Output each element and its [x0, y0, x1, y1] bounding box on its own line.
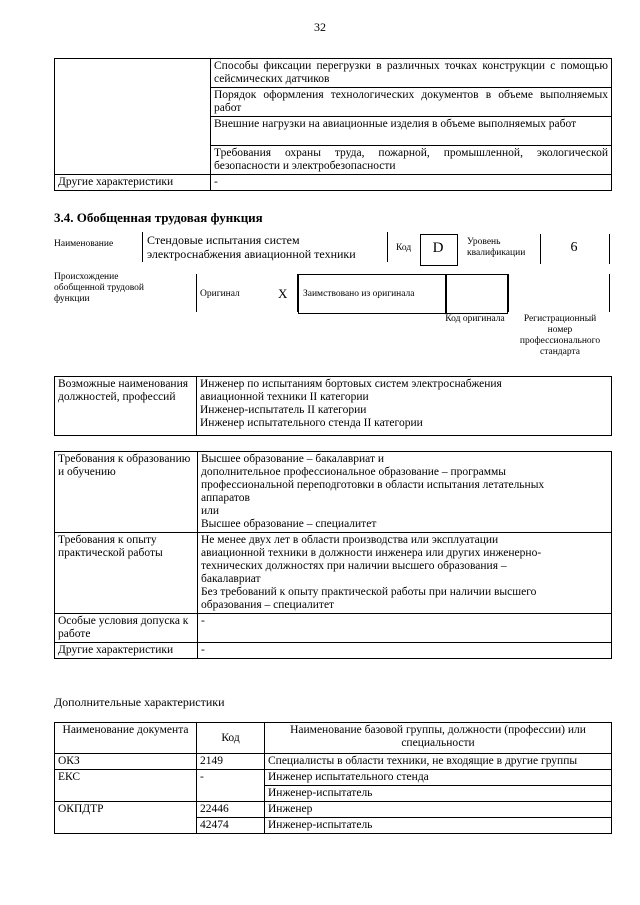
experience-line: образования – специалитет [201, 599, 335, 611]
header-document: Наименование документа [55, 723, 197, 754]
top-characteristics-table [54, 58, 612, 191]
name-okz: Специалисты в области техники, не входящие в другие группы [265, 754, 612, 770]
table-row [55, 614, 612, 643]
level-value: 6 [570, 240, 578, 255]
education-line: профессиональной переподготовки в области испытания летательных [201, 479, 545, 491]
table-row [55, 802, 612, 818]
special-conditions-value: - [198, 614, 612, 643]
experience-line: Без требований к опыту практической работы при наличии высшего [201, 586, 537, 598]
education-line: или [201, 505, 220, 517]
function-name: Стендовые испытания систем электроснабжения авиационной техники [147, 233, 356, 261]
position-line: Инженер-испытатель II категории [200, 404, 367, 416]
name-okpdtr-2: Инженер-испытатель [265, 818, 612, 834]
borrowed-label: Заимствовано из оригинала [303, 289, 415, 299]
table-row [55, 59, 612, 88]
table-row [55, 723, 612, 754]
positions-table [54, 376, 612, 436]
table-row [55, 533, 612, 614]
name-label: Наименование [54, 239, 114, 249]
education-line: дополнительное профессиональное образование – программы [201, 466, 506, 478]
education-label: Требования к образованию и обучению [55, 452, 198, 533]
table-row [55, 643, 612, 659]
special-conditions-label: Особые условия допуска к работе [55, 614, 198, 643]
name-eks-2: Инженер-испытатель [265, 786, 612, 802]
position-line: авиационной техники II категории [200, 391, 369, 403]
experience-line: технических должностях при наличии высшего образования – [201, 560, 507, 572]
doc-okpdtr: ОКПДТР [55, 802, 197, 834]
table-row [55, 452, 612, 533]
code-okpdtr-2: 42474 [197, 818, 265, 834]
skill-item: Способы фиксации перегрузки в различных точках конструкции с помощью сейсмических датчиков [211, 59, 612, 88]
table-row [55, 377, 612, 436]
name-okpdtr-1: Инженер [265, 802, 612, 818]
position-line: Инженер по испытаниям бортовых систем электроснабжения [200, 378, 502, 390]
education-line: Высшее образование – специалитет [201, 518, 377, 530]
experience-line: бакалавриат [201, 573, 261, 585]
code-original-label: Код оригинала [445, 314, 505, 324]
code-eks: - [197, 770, 265, 802]
other-characteristics-value: - [198, 643, 612, 659]
reg-number-label: Регистрационный номер профессионального стандарта [519, 314, 601, 357]
other-characteristics-label: Другие характеристики [55, 643, 198, 659]
skill-item: Требования охраны труда, пожарной, промышленной, экологической безопасности и электробезопасности [211, 146, 612, 175]
code-value: D [432, 240, 444, 256]
doc-eks: ЕКС [55, 770, 197, 802]
table-row [55, 175, 612, 191]
skill-item: Порядок оформления технологических документов в объеме выполняемых работ [211, 88, 612, 117]
section-title: 3.4. Обобщенная трудовая функция [54, 210, 263, 225]
other-characteristics-value: - [211, 175, 612, 191]
additional-table [54, 722, 612, 834]
table-row [55, 754, 612, 770]
experience-label: Требования к опыту практической работы [55, 533, 198, 614]
page-number: 32 [314, 20, 326, 34]
additional-title: Дополнительные характеристики [54, 695, 225, 709]
education-line: Высшее образование – бакалавриат и [201, 453, 385, 465]
code-label: Код [396, 243, 412, 253]
skill-item: Внешние нагрузки на авиационные изделия в объеме выполняемых работ [211, 117, 612, 146]
other-characteristics-label: Другие характеристики [55, 175, 211, 191]
position-line: Инженер испытательного стенда II категории [200, 417, 423, 429]
original-mark: X [278, 286, 288, 301]
code-okpdtr-1: 22446 [197, 802, 265, 818]
positions-label: Возможные наименования должностей, профессий [55, 377, 197, 436]
name-eks-1: Инженер испытательного стенда [265, 770, 612, 786]
requirements-table [54, 451, 612, 659]
code-okz: 2149 [197, 754, 265, 770]
original-label: Оригинал [200, 289, 240, 299]
header-group: Наименование базовой группы, должности (профессии) или специальности [265, 723, 612, 754]
origin-label: Происхождение обобщенной трудовой функции [54, 272, 144, 304]
education-line: аппаратов [201, 492, 250, 504]
experience-line: Не менее двух лет в области производства или эксплуатации [201, 534, 499, 546]
level-label: Уровень квалификации [467, 237, 526, 258]
header-code: Код [197, 723, 265, 754]
experience-line: авиационной техники в должности инженера или других инженерно- [201, 547, 542, 559]
table-row [55, 770, 612, 786]
doc-okz: ОКЗ [55, 754, 197, 770]
